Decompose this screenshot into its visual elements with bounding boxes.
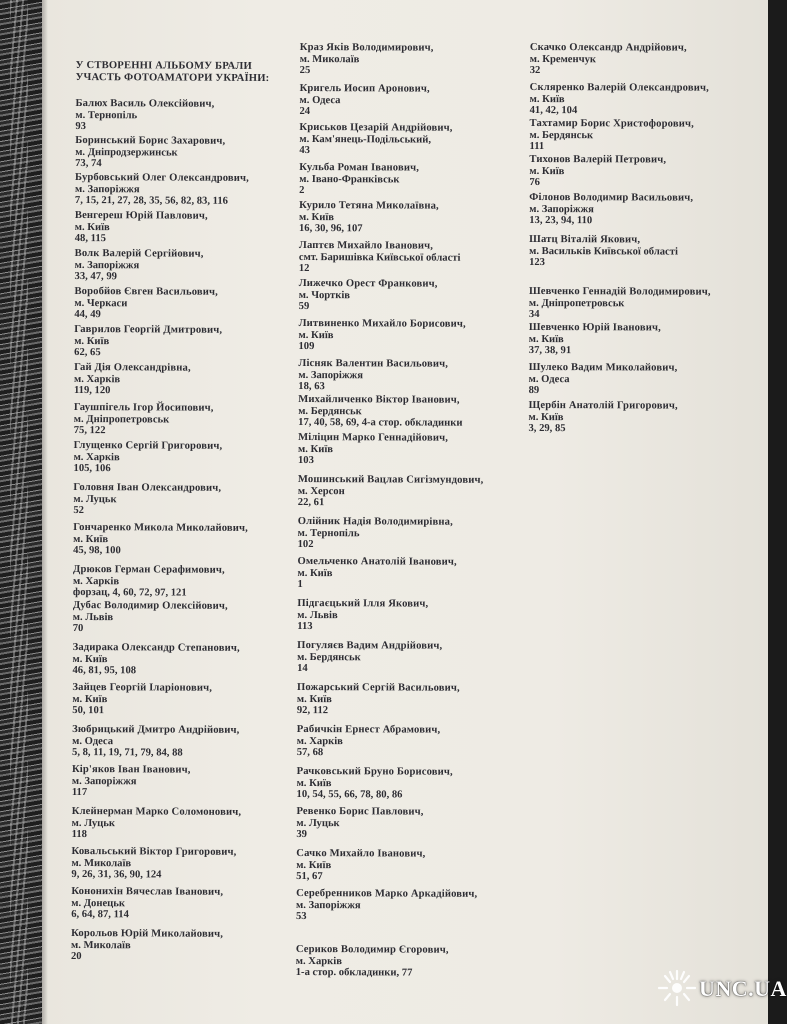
photo-pages: 113 bbox=[297, 621, 313, 633]
index-entry bbox=[71, 886, 223, 922]
index-entry bbox=[73, 600, 228, 636]
photo-pages: 14 bbox=[297, 663, 308, 675]
photographer-name: Задирака Олександр Степанович, bbox=[72, 641, 240, 654]
photo-pages: 12 bbox=[298, 263, 310, 275]
index-entry bbox=[297, 766, 453, 801]
index-entry bbox=[297, 724, 441, 759]
photographer-city: м. Запоріжжя bbox=[71, 775, 137, 787]
photo-pages: 17, 40, 58, 69, 4-а стор. обкладинки bbox=[298, 417, 463, 429]
photographer-city: м. Київ bbox=[528, 333, 564, 345]
index-entry bbox=[74, 324, 222, 360]
photographer-city: м. Запоріжжя bbox=[529, 203, 594, 215]
index-entry bbox=[72, 682, 212, 718]
index-entry bbox=[298, 474, 484, 510]
index-entry bbox=[296, 944, 449, 979]
index-entry bbox=[529, 192, 693, 227]
index-entry bbox=[74, 286, 218, 322]
index-entry bbox=[73, 564, 225, 600]
index-entry bbox=[530, 82, 709, 117]
photographer-name: Глущенко Сергій Григорович, bbox=[73, 439, 223, 452]
photo-pages: 118 bbox=[71, 829, 87, 841]
photographer-name: Мошинський Вацлав Сигізмундович, bbox=[297, 473, 484, 486]
photographer-city: м. Дніпропетровськ bbox=[73, 413, 170, 426]
photographer-name: Венгереш Юрій Павлович, bbox=[74, 209, 208, 222]
photo-pages: 102 bbox=[297, 539, 314, 551]
photographer-name: Кригель Иосип Аронович, bbox=[299, 82, 430, 95]
photographer-city: м. Київ bbox=[73, 533, 109, 545]
photographer-name: Шевченко Геннадій Володимирович, bbox=[528, 285, 711, 298]
photographer-name: Тахтамир Борис Христофорович, bbox=[529, 117, 694, 130]
index-entry bbox=[529, 234, 678, 269]
photographer-name: Шатц Віталій Якович, bbox=[529, 233, 641, 246]
index-entry bbox=[74, 362, 191, 397]
photographer-name: Балюх Василь Олексійович, bbox=[75, 97, 215, 110]
index-entry bbox=[296, 848, 425, 883]
photographer-city: м. Запоріжжя bbox=[296, 899, 361, 911]
index-entry bbox=[297, 682, 460, 717]
photographer-name: Олійник Надія Володимирівна, bbox=[297, 515, 453, 528]
photographer-name: Гаушпігель Ігор Йосипович, bbox=[73, 401, 214, 414]
photographer-name: Лижечко Орест Франкович, bbox=[298, 277, 438, 290]
photographer-city: м. Київ bbox=[74, 221, 110, 233]
index-entry bbox=[529, 286, 711, 321]
photo-pages: 51, 67 bbox=[296, 871, 323, 883]
photographer-name: Філонов Володимир Васильович, bbox=[529, 191, 694, 204]
photographer-city: м. Кам'янець-Подільський, bbox=[299, 133, 432, 146]
index-entry bbox=[73, 482, 221, 518]
photo-pages: 89 bbox=[528, 385, 540, 397]
photo-pages: 123 bbox=[529, 257, 545, 269]
index-entry bbox=[297, 640, 442, 675]
photographer-name: Ревенко Борис Павлович, bbox=[296, 805, 424, 818]
index-entry bbox=[75, 210, 208, 245]
photographer-name: Шулеко Вадим Миколайович, bbox=[528, 361, 678, 374]
photographer-city: м. Миколаїв bbox=[299, 53, 360, 65]
heading-line-1: У СТВОРЕННІ АЛЬБОМУ БРАЛИ bbox=[75, 59, 252, 72]
photo-pages: 57, 68 bbox=[296, 747, 324, 759]
photographer-city: м. Київ bbox=[529, 165, 565, 177]
watermark-text: UNC.UA bbox=[699, 976, 787, 1001]
index-entry bbox=[72, 724, 239, 760]
photographer-name: Скачко Олександр Андрійович, bbox=[529, 41, 687, 54]
photographer-city: м. Кременчук bbox=[529, 53, 596, 65]
photographer-city: м. Київ bbox=[296, 859, 332, 871]
photographer-name: Лісняк Валентин Васильович, bbox=[298, 357, 449, 370]
photographer-city: м. Харків bbox=[73, 373, 121, 385]
photographer-name: Воробйов Євген Васильович, bbox=[74, 285, 218, 298]
photographer-name: Сачко Михайло Іванович, bbox=[296, 847, 426, 860]
photo-pages: 22, 61 bbox=[297, 497, 325, 509]
photographer-name: Гай Дія Олександрівна, bbox=[74, 361, 191, 374]
photographer-city: м. Запоріжжя bbox=[298, 369, 363, 381]
index-entry bbox=[299, 83, 429, 118]
photo-pages: 92, 112 bbox=[296, 705, 329, 717]
photo-pages: 1 bbox=[297, 579, 303, 591]
photographer-name: Тихонов Валерій Петрович, bbox=[529, 153, 667, 166]
index-entry bbox=[74, 402, 214, 438]
photo-pages: 48, 115 bbox=[74, 233, 106, 245]
photographer-city: м. Херсон bbox=[297, 485, 345, 497]
photo-pages: 53 bbox=[295, 911, 307, 923]
photographer-name: Ковальський Віктор Григорович, bbox=[71, 845, 237, 858]
index-entry bbox=[299, 162, 419, 197]
photographer-name: Клейнерман Марко Соломонович, bbox=[71, 805, 242, 818]
index-entry bbox=[73, 522, 248, 558]
photo-pages: 16, 30, 96, 107 bbox=[298, 223, 363, 235]
photo-pages: 46, 81, 95, 108 bbox=[72, 665, 137, 677]
photographer-name: Михайличенко Віктор Іванович, bbox=[298, 393, 460, 406]
photographer-city: м. Одеса bbox=[299, 94, 341, 106]
photographer-name: Литвиненко Михайло Борисович, bbox=[298, 317, 466, 330]
photographer-city: м. Луцьк bbox=[296, 817, 340, 829]
photo-pages: 41, 42, 104 bbox=[529, 105, 578, 117]
photo-pages: 24 bbox=[299, 106, 311, 118]
photographer-name: Дрюков Герман Серафимович, bbox=[72, 563, 225, 576]
index-entry bbox=[296, 806, 423, 841]
photo-pages: 75, 122 bbox=[73, 425, 106, 437]
photo-pages: 50, 101 bbox=[72, 705, 105, 717]
photo-pages: 44, 49 bbox=[74, 309, 101, 321]
photo-pages: 93 bbox=[75, 121, 86, 133]
photographer-city: м. Тернопіль bbox=[297, 527, 360, 539]
photographer-city: м. Київ bbox=[296, 693, 332, 705]
photographer-name: Рабичкін Ернест Абрамович, bbox=[296, 723, 441, 736]
heading-line-2: УЧАСТЬ ФОТОАМАТОРИ УКРАЇНИ: bbox=[75, 71, 270, 84]
photographer-name: Шевченко Юрій Іванович, bbox=[528, 321, 661, 334]
photo-pages: 25 bbox=[299, 65, 311, 77]
photographer-name: Криськов Цезарій Андрійович, bbox=[299, 121, 453, 134]
photographer-name: Щербін Анатолій Григорович, bbox=[528, 399, 678, 412]
photographer-city: м. Київ bbox=[298, 329, 334, 341]
photo-pages: 33, 47, 99 bbox=[74, 271, 117, 283]
photographer-city: м. Луцьк bbox=[71, 817, 115, 829]
photographer-name: Кононихін Вячеслав Іванович, bbox=[71, 885, 224, 898]
index-entry bbox=[530, 42, 687, 77]
photo-pages: 109 bbox=[298, 341, 315, 353]
photo-pages: 59 bbox=[298, 301, 310, 313]
index-entry bbox=[72, 764, 191, 799]
photo-pages: 37, 38, 91 bbox=[528, 345, 572, 357]
photographer-name: Дубас Володимир Олексійович, bbox=[72, 599, 228, 612]
photographer-city: м. Київ bbox=[296, 777, 332, 789]
photographer-city: м. Київ bbox=[528, 411, 564, 423]
photographer-name: Кульба Роман Іванович, bbox=[299, 161, 420, 174]
photo-pages: форзац, 4, 60, 72, 97, 121 bbox=[72, 587, 187, 599]
index-entry bbox=[71, 846, 236, 882]
index-entry bbox=[72, 642, 239, 678]
photo-pages: 45, 98, 100 bbox=[73, 545, 121, 557]
photographer-name: Боринський Борис Захарович, bbox=[75, 134, 226, 147]
index-entry bbox=[529, 154, 666, 189]
photographer-city: м. Луцьк bbox=[73, 493, 117, 505]
photographer-city: м. Тернопіль bbox=[75, 109, 138, 121]
index-entry bbox=[297, 556, 456, 591]
photographer-city: м. Черкаси bbox=[74, 297, 128, 309]
photo-pages: 7, 15, 21, 27, 28, 35, 56, 82, 83, 116 bbox=[74, 195, 229, 207]
photo-pages: 103 bbox=[297, 455, 314, 467]
photographer-name: Скляренко Валерій Олександрович, bbox=[529, 81, 709, 94]
photographer-name: Головня Іван Олександрович, bbox=[73, 481, 222, 494]
index-entry bbox=[74, 440, 223, 476]
index-entry bbox=[299, 240, 461, 275]
photo-pages: 9, 26, 31, 36, 90, 124 bbox=[71, 869, 162, 881]
photographer-name: Краз Яків Володимирович, bbox=[299, 41, 434, 54]
index-entry bbox=[75, 135, 225, 171]
index-entry bbox=[296, 888, 477, 924]
photographer-city: м. Миколаїв bbox=[71, 857, 132, 869]
photographer-city: м. Івано-Франківськ bbox=[299, 173, 400, 186]
photographer-city: м. Дніпродзержинськ bbox=[75, 146, 178, 159]
photo-pages: 18, 63 bbox=[298, 381, 325, 393]
book-page bbox=[42, 0, 768, 1024]
photo-pages: 6, 64, 87, 114 bbox=[71, 909, 129, 921]
index-entry bbox=[528, 400, 677, 435]
photographer-name: Пожарський Сергій Васильович, bbox=[296, 681, 460, 694]
index-entry bbox=[529, 118, 693, 153]
photo-pages: 20 bbox=[70, 951, 82, 963]
photographer-name: Погуляєв Вадим Андрійович, bbox=[297, 639, 443, 652]
photographer-city: м. Харків bbox=[73, 451, 120, 463]
site-watermark bbox=[655, 966, 787, 1016]
photo-pages: 117 bbox=[71, 787, 88, 799]
index-entry bbox=[75, 248, 204, 283]
photographer-city: м. Київ bbox=[72, 693, 108, 705]
photo-pages: 70 bbox=[72, 623, 84, 635]
photographer-city: м. Київ bbox=[74, 335, 110, 347]
photographer-name: Бурбовський Олег Олександрович, bbox=[75, 171, 250, 184]
photo-pages: 10, 54, 55, 66, 78, 80, 86 bbox=[296, 789, 403, 801]
photographer-city: м. Дніпропетровськ bbox=[528, 297, 625, 309]
photographer-name: Кір'яков Іван Іванович, bbox=[71, 763, 191, 776]
photographer-name: Рачковський Бруно Борисович, bbox=[296, 765, 453, 778]
photographer-name: Волк Валерій Сергійович, bbox=[74, 247, 204, 260]
photo-pages: 13, 23, 94, 110 bbox=[529, 215, 593, 227]
page-heading bbox=[76, 60, 270, 84]
photographer-city: м. Бердянськ bbox=[529, 129, 594, 141]
photo-pages: 2 bbox=[299, 185, 305, 197]
photographer-city: м. Харків bbox=[295, 955, 342, 967]
index-entry bbox=[297, 598, 428, 633]
photographer-name: Лаптєв Михайло Іванович, bbox=[298, 239, 434, 252]
column-2 bbox=[295, 0, 526, 979]
index-entry bbox=[300, 42, 434, 77]
column-3 bbox=[528, 0, 766, 435]
photographer-city: м. Одеса bbox=[72, 735, 114, 747]
photographer-city: м. Львів bbox=[297, 609, 338, 621]
photo-pages: 3, 29, 85 bbox=[528, 423, 566, 435]
photo-pages: 39 bbox=[296, 829, 307, 841]
photographer-city: м. Бердянськ bbox=[298, 405, 362, 417]
photographer-name: Гончаренко Микола Миколайович, bbox=[73, 521, 249, 534]
photo-pages: 32 bbox=[529, 65, 541, 77]
photographer-name: Корольов Юрій Миколайович, bbox=[71, 927, 224, 940]
index-entry bbox=[298, 318, 465, 354]
index-entry bbox=[72, 806, 242, 842]
photo-pages: 5, 8, 11, 19, 71, 79, 84, 88 bbox=[72, 747, 183, 759]
index-entry bbox=[75, 98, 214, 134]
index-entry bbox=[298, 358, 448, 393]
photographer-city: м. Запоріжжя bbox=[74, 259, 140, 271]
photographer-city: м. Київ bbox=[529, 93, 565, 105]
photographer-city: м. Харків bbox=[296, 735, 343, 747]
photographer-city: м. Київ bbox=[298, 443, 334, 455]
photographer-name: Курило Тетяна Миколаївна, bbox=[299, 199, 439, 212]
photographer-name: Гаврилов Георгій Дмитрович, bbox=[74, 323, 223, 336]
photographer-name: Серебренников Марко Аркадійович, bbox=[296, 887, 478, 900]
index-entry bbox=[529, 322, 661, 357]
index-entry bbox=[75, 172, 249, 208]
photographer-city: м. Донецьк bbox=[71, 897, 126, 909]
photographer-city: м. Миколаїв bbox=[71, 939, 131, 951]
photographer-city: м. Київ bbox=[72, 653, 108, 665]
index-entry bbox=[299, 122, 452, 157]
photographer-name: Сериков Володимир Єгорович, bbox=[295, 943, 449, 956]
photographer-city: м. Запоріжжя bbox=[74, 183, 140, 195]
photographer-city: м. Одеса bbox=[528, 373, 570, 385]
sunburst-logo-icon bbox=[655, 966, 699, 1010]
photographer-name: Зайцев Георгій Іларіонович, bbox=[72, 681, 213, 694]
index-entry bbox=[299, 278, 438, 313]
photo-pages: 119, 120 bbox=[73, 385, 111, 397]
index-entry bbox=[298, 432, 448, 467]
photo-pages: 43 bbox=[299, 145, 310, 157]
index-entry bbox=[298, 394, 462, 429]
photographer-city: м. Київ bbox=[297, 567, 333, 579]
photographer-city: м. Харків bbox=[72, 575, 120, 587]
index-entry bbox=[299, 200, 439, 235]
photo-pages: 52 bbox=[73, 505, 84, 517]
photographer-name: Омельченко Анатолій Іванович, bbox=[297, 555, 457, 568]
photo-pages: 111 bbox=[529, 141, 545, 153]
photographer-city: м. Львів bbox=[72, 611, 114, 623]
photographer-name: Підгаєцький Ілля Якович, bbox=[297, 597, 429, 610]
index-entry bbox=[298, 516, 453, 551]
index-entry bbox=[529, 362, 678, 397]
photo-pages: 62, 65 bbox=[74, 347, 101, 359]
photo-pages: 1-а стор. обкладинки, 77 bbox=[295, 967, 413, 979]
photo-pages: 73, 74 bbox=[75, 158, 102, 170]
photographer-name: Зюбрицький Дмитро Андрійович, bbox=[72, 723, 240, 736]
photo-pages: 105, 106 bbox=[73, 463, 111, 475]
photographer-city: м. Чортків bbox=[298, 289, 351, 301]
photographer-city: м. Київ bbox=[299, 211, 335, 223]
background-fabric bbox=[0, 0, 42, 1024]
photographer-city: м. Бердянськ bbox=[297, 651, 361, 663]
photo-pages: 76 bbox=[529, 177, 540, 189]
photographer-name: Міліцин Марко Геннадійович, bbox=[298, 431, 449, 444]
index-entry bbox=[71, 928, 223, 964]
photographer-city: м. Васильків Київської області bbox=[529, 245, 678, 258]
photographer-city: смт. Баришівка Київської області bbox=[298, 251, 461, 264]
photo-pages: 34 bbox=[528, 309, 540, 321]
